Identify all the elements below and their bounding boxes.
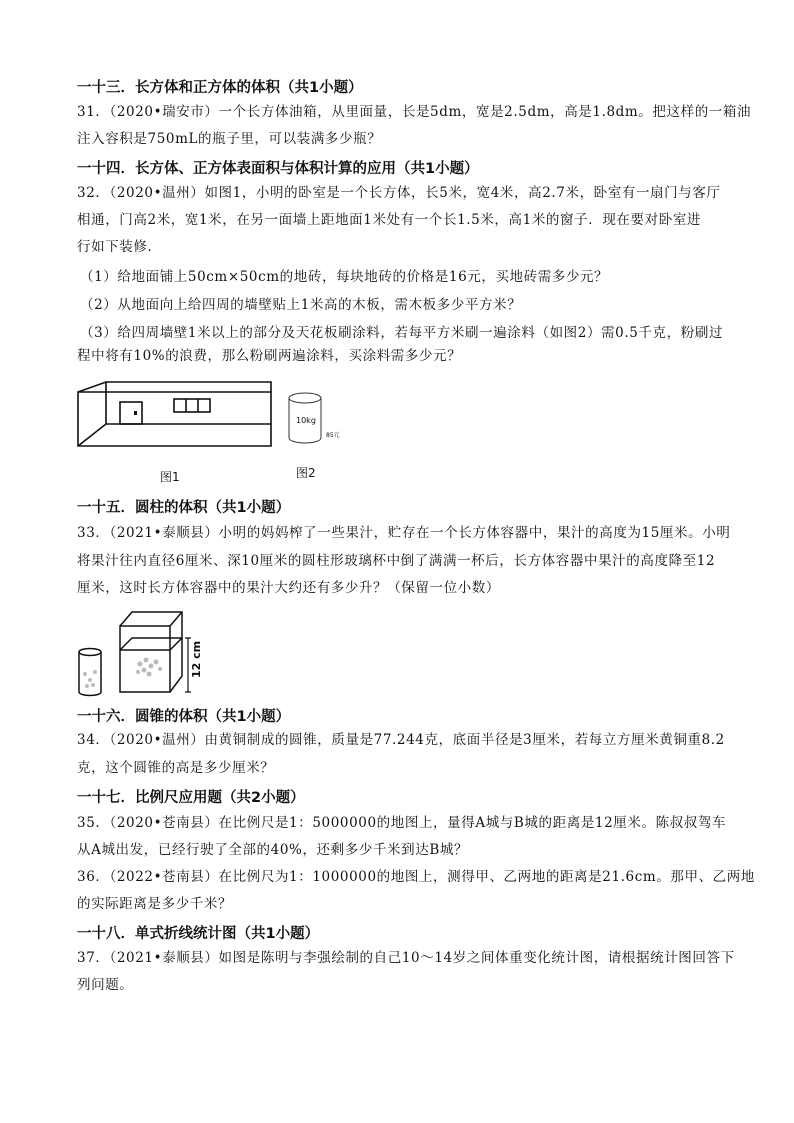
height-label: 12 cm bbox=[190, 640, 203, 678]
question-35-line-1: 35．（2020•苍南县）在比例尺是1：5000000的地图上，量得A城与B城的距离是12厘米。陈叔叔驾车 bbox=[77, 815, 727, 831]
section-heading: 一十四．长方体、正方体表面积与体积计算的应用（共1小题） bbox=[77, 161, 479, 177]
question-32-sub-3-line-2: 程中将有10%的浪费，那么粉刷两遍涂料，买涂料需多少元？ bbox=[77, 348, 462, 364]
section-heading: 一十五．圆柱的体积（共1小题） bbox=[77, 500, 291, 516]
question-36-line-2: 的实际距离是多少千米？ bbox=[77, 896, 233, 912]
question-33-line-3: 厘米，这时长方体容器中的果汁大约还有多少升？（保留一位小数） bbox=[77, 580, 500, 596]
question-37-line-1: 37．（2021•泰顺县）如图是陈明与李强绘制的自己10～14岁之间体重变化统计图，请根据统计图回答下 bbox=[77, 950, 735, 966]
question-31-line-2: 注入容积是750mL的瓶子里，可以装满多少瓶？ bbox=[77, 131, 382, 147]
question-33-line-1: 33．（2021•泰顺县）小明的妈妈榨了一些果汁，贮存在一个长方体容器中，果汁的高度为15厘米。小明 bbox=[77, 525, 731, 541]
question-32-line-3: 行如下装修． bbox=[77, 239, 162, 255]
question-32-sub-1: （1）给地面铺上50cm×50cm的地砖，每块地砖的价格是16元，买地砖需多少元？ bbox=[80, 269, 609, 285]
question-32-sub-2: （2）从地面向上给四周的墙壁贴上1米高的木板，需木板多少平方米？ bbox=[80, 297, 522, 313]
question-32-sub-3-line-1: （3）给四周墙壁1米以上的部分及天花板刷涂料，若每平方米刷一遍涂料（如图2）需0.5千克，粉刷过 bbox=[80, 325, 724, 341]
question-32-line-2: 相通，门高2米，宽1米，在另一面墙上距地面1米处有一个长1.5米，高1米的窗子．现在要对卧室进 bbox=[77, 212, 702, 228]
section-heading: 一十七．比例尺应用题（共2小题） bbox=[77, 790, 305, 806]
question-31-line-1: 31．（2020•瑞安市）一个长方体油箱，从里面量，长是5dm，宽是2.5dm，高是1.8dm。把这样的一箱油 bbox=[77, 104, 752, 120]
section-heading: 一十八．单式折线统计图（共1小题） bbox=[77, 926, 320, 942]
question-33-line-2: 将果汁往内直径6厘米、深10厘米的圆柱形玻璃杯中倒了满满一杯后，长方体容器中果汁的高度降至12 bbox=[77, 553, 716, 569]
section-heading: 一十三．长方体和正方体的体积（共1小题） bbox=[77, 80, 363, 96]
question-34-line-1: 34．（2020•温州）由黄铜制成的圆锥，质量是77.244克，底面半径是3厘米，若每立方厘米黄铜重8.2 bbox=[77, 732, 725, 748]
room-figure bbox=[76, 380, 276, 452]
section-heading: 一十六．圆锥的体积（共1小题） bbox=[77, 709, 291, 725]
figure-2-caption: 图2 bbox=[296, 466, 316, 480]
juice-container-figure bbox=[76, 606, 206, 698]
question-37-line-2: 列问题。 bbox=[77, 977, 134, 993]
can-price-label: 85元 bbox=[326, 432, 340, 439]
question-34-line-2: 克，这个圆锥的高是多少厘米？ bbox=[77, 760, 275, 776]
figure-1-caption: 图1 bbox=[160, 470, 180, 484]
can-weight-label: 10kg bbox=[296, 416, 316, 425]
question-36-line-1: 36．（2022•苍南县）在比例尺为1：1000000的地图上，测得甲、乙两地的距离是21.6cm。那甲、乙两地 bbox=[77, 869, 755, 885]
question-32-line-1: 32．（2020•温州）如图1，小明的卧室是一个长方体，长5米，宽4米，高2.7米，卧室有一扇门与客厅 bbox=[77, 185, 721, 201]
paint-can-figure bbox=[284, 390, 354, 450]
question-35-line-2: 从A城出发，已经行驶了全部的40%，还剩多少千米到达B城？ bbox=[77, 842, 469, 858]
